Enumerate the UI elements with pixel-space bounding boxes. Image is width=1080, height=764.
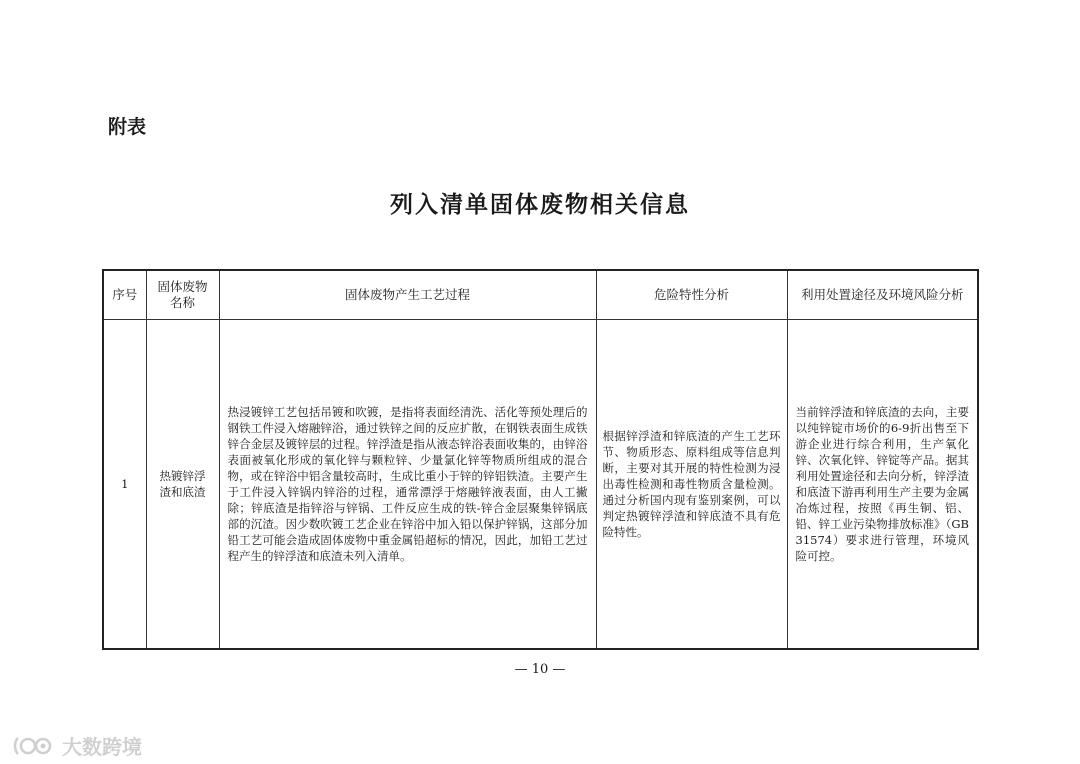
cell-name-text: 热镀锌浮渣和底渣 xyxy=(159,469,206,499)
header-hazard: 危险特性分析 xyxy=(596,270,787,320)
weibo-logo-icon xyxy=(12,734,56,758)
cell-hazard: 根据锌浮渣和锌底渣的产生工艺环节、物质形态、原料组成等信息判断，主要对其开展的特性检测为浸出毒性检测和毒性物质含量检测。通过分析国内现有鉴别案例，可以判定热镀锌浮渣和锌底渣不具有危险特性。 xyxy=(596,320,787,650)
page-number: — 10 — xyxy=(514,662,566,677)
watermark xyxy=(12,731,142,760)
appendix-label: 附表 xyxy=(108,116,147,138)
cell-name xyxy=(146,320,219,650)
header-process: 固体废物产生工艺过程 xyxy=(219,270,596,320)
header-index: 序号 xyxy=(103,270,146,320)
cell-process: 热浸镀锌工艺包括吊镀和吹镀，是指将表面经清洗、活化等预处理后的钢铁工件浸入熔融锌浴，通过铁锌之间的反应扩散，在钢铁表面生成铁锌合金层及镀锌层的过程。锌浮渣是指从液态锌浴表面收集的，由锌浴表面被氧化形成的氧化锌与颗粒锌、少量氯化锌等物质所组成的混合物，或在锌浴中铝含量较高时，生成比重小于锌的锌铝铁渣。主要产生于工件浸入锌锅内锌浴的过程，通常漂浮于熔融锌液表面，由人工撇除；锌底渣是指锌浴与锌锅、工件反应生成的铁-锌合金层聚集锌锅底部的沉渣。因少数吹镀工艺企业在锌浴中加入铅以保护锌锅，这部分加铅工艺可能会造成固体废物中重金属铅超标的情况，因此，加铅工艺过程产生的锌浮渣和底渣未列入清单。 xyxy=(219,320,596,650)
header-name xyxy=(146,270,219,320)
solid-waste-info-table xyxy=(102,269,979,650)
watermark-text: 大数跨境 xyxy=(62,735,142,759)
page-title: 列入清单固体废物相关信息 xyxy=(390,192,690,218)
table-header-row xyxy=(103,270,978,320)
header-name-text: 固体废物名称 xyxy=(157,279,208,310)
cell-index: 1 xyxy=(103,320,146,650)
cell-utilization: 当前锌浮渣和锌底渣的去向，主要以纯锌锭市场价的6-9折出售至下游企业进行综合利用，生产氧化锌、次氧化锌、锌锭等产品。据其利用处置途径和去向分析，锌浮渣和底渣下游再利用生产主要为金属冶炼过程，按照《再生铜、铝、铅、锌工业污染物排放标准》（GB 31574）要求进行管理，环境风险可控。 xyxy=(787,320,978,650)
header-utilization: 利用处置途径及环境风险分析 xyxy=(787,270,978,320)
table-row xyxy=(103,320,978,650)
